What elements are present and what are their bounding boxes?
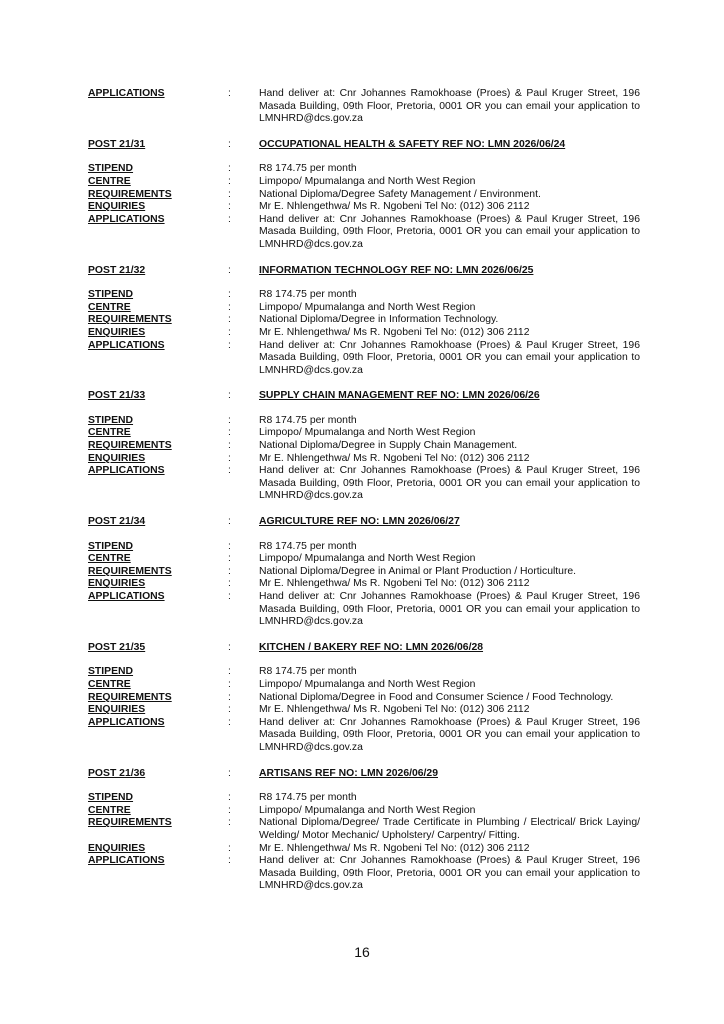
field-value: Mr E. Nhlengethwa/ Ms R. Ngobeni Tel No: (012) 306 2112: [259, 842, 530, 854]
post-number: POST 21/34: [88, 516, 146, 528]
field-label: REQUIREMENTS: [88, 565, 172, 577]
field-row-applications: APPLICATIONS : Hand deliver at: Cnr Johannes Ramokhoase (Proes) & Paul Kruger Street, 196 Masada Building, 09th Floor, Pretoria, 0001 OR you can email your application to LMNHRD@dcs.gov.za: [88, 716, 640, 753]
field-label: REQUIREMENTS: [88, 440, 172, 452]
field-label: APPLICATIONS: [88, 213, 165, 225]
field-label: ENQUIRIES: [88, 326, 146, 338]
field-row-enquiries: ENQUIRIES : Mr E. Nhlengethwa/ Ms R. Ngobeni Tel No: (012) 306 2112: [88, 704, 640, 717]
field-row-stipend: STIPEND : R8 174.75 per month: [88, 792, 640, 805]
field-value: Limpopo/ Mpumalanga and North West Region: [259, 427, 476, 439]
post-header: POST 21/33 : SUPPLY CHAIN MANAGEMENT REF NO: LMN 2026/06/26: [88, 390, 640, 403]
field-label: ENQUIRIES: [88, 578, 146, 590]
field-label: REQUIREMENTS: [88, 314, 172, 326]
field-label: STIPEND: [88, 414, 134, 426]
top-applications-row: APPLICATIONS : Hand deliver at: Cnr Johannes Ramokhoase (Proes) & Paul Kruger Street, 196 Masada Building, 09th Floor, Pretoria, 0001 OR you can email your application to LMNHRD@dcs.gov.za: [88, 88, 640, 125]
field-row-stipend: STIPEND : R8 174.75 per month: [88, 415, 640, 428]
field-value: Hand deliver at: Cnr Johannes Ramokhoase (Proes) & Paul Kruger Street, 196 Masada Building, 09th Floor, Pretoria, 0001 OR you can email your application to LMNHRD@dcs.gov.za: [259, 591, 640, 628]
post-header: POST 21/31 : OCCUPATIONAL HEALTH & SAFETY REF NO: LMN 2026/06/24: [88, 139, 640, 152]
field-row-enquiries: ENQUIRIES : Mr E. Nhlengethwa/ Ms R. Ngobeni Tel No: (012) 306 2112: [88, 578, 640, 591]
field-label: REQUIREMENTS: [88, 691, 172, 703]
field-row-stipend: STIPEND : R8 174.75 per month: [88, 666, 640, 679]
field-row-applications: APPLICATIONS : Hand deliver at: Cnr Johannes Ramokhoase (Proes) & Paul Kruger Street, 196 Masada Building, 09th Floor, Pretoria, 0001 OR you can email your application to LMNHRD@dcs.gov.za: [88, 465, 640, 502]
field-value: Limpopo/ Mpumalanga and North West Region: [259, 678, 476, 690]
field-label: STIPEND: [88, 666, 134, 678]
post-title: OCCUPATIONAL HEALTH & SAFETY REF NO: LMN 2026/06/24: [259, 138, 566, 150]
field-label: CENTRE: [88, 175, 131, 187]
field-label: APPLICATIONS: [88, 339, 165, 351]
posts-list: [88, 126, 640, 893]
field-value: Hand deliver at: Cnr Johannes Ramokhoase (Proes) & Paul Kruger Street, 196 Masada Building, 09th Floor, Pretoria, 0001 OR you can email your application to LMNHRD@dcs.gov.za: [259, 716, 640, 753]
field-label: STIPEND: [88, 289, 134, 301]
field-value: Limpopo/ Mpumalanga and North West Region: [259, 301, 476, 313]
post-block: [88, 503, 640, 629]
field-label: APPLICATIONS: [88, 88, 165, 99]
field-row-centre: CENTRE : Limpopo/ Mpumalanga and North West Region: [88, 427, 640, 440]
field-row-applications: APPLICATIONS : Hand deliver at: Cnr Johannes Ramokhoase (Proes) & Paul Kruger Street, 196 Masada Building, 09th Floor, Pretoria, 0001 OR you can email your application to LMNHRD@dcs.gov.za: [88, 339, 640, 376]
field-row-requirements: REQUIREMENTS : National Diploma/Degree in Supply Chain Management.: [88, 440, 640, 453]
field-row-stipend: STIPEND : R8 174.75 per month: [88, 289, 640, 302]
field-label: REQUIREMENTS: [88, 188, 172, 200]
post-header: POST 21/35 : KITCHEN / BAKERY REF NO: LMN 2026/06/28: [88, 642, 640, 655]
field-row-centre: CENTRE : Limpopo/ Mpumalanga and North West Region: [88, 302, 640, 315]
field-label: ENQUIRIES: [88, 452, 146, 464]
field-value: R8 174.75 per month: [259, 289, 357, 301]
post-title: INFORMATION TECHNOLOGY REF NO: LMN 2026/06/25: [259, 264, 534, 276]
field-row-centre: CENTRE : Limpopo/ Mpumalanga and North West Region: [88, 679, 640, 692]
field-value: Mr E. Nhlengethwa/ Ms R. Ngobeni Tel No: (012) 306 2112: [259, 578, 530, 590]
field-row-centre: CENTRE : Limpopo/ Mpumalanga and North West Region: [88, 553, 640, 566]
post-block: [88, 377, 640, 503]
field-row-requirements: REQUIREMENTS : National Diploma/Degree in Information Technology.: [88, 314, 640, 327]
field-row-stipend: STIPEND : R8 174.75 per month: [88, 541, 640, 554]
field-row-requirements: REQUIREMENTS : National Diploma/Degree in Food and Consumer Science / Food Technology.: [88, 692, 640, 705]
field-label: REQUIREMENTS: [88, 817, 172, 829]
post-number: POST 21/35: [88, 641, 146, 653]
field-row-enquiries: ENQUIRIES : Mr E. Nhlengethwa/ Ms R. Ngobeni Tel No: (012) 306 2112: [88, 453, 640, 466]
post-number: POST 21/31: [88, 138, 146, 150]
field-row-enquiries: ENQUIRIES : Mr E. Nhlengethwa/ Ms R. Ngobeni Tel No: (012) 306 2112: [88, 843, 640, 856]
field-row-enquiries: ENQUIRIES : Mr E. Nhlengethwa/ Ms R. Ngobeni Tel No: (012) 306 2112: [88, 327, 640, 340]
field-value: R8 174.75 per month: [259, 163, 357, 175]
post-title: AGRICULTURE REF NO: LMN 2026/06/27: [259, 516, 460, 528]
post-title: KITCHEN / BAKERY REF NO: LMN 2026/06/28: [259, 641, 484, 653]
field-label: CENTRE: [88, 678, 131, 690]
field-value: Limpopo/ Mpumalanga and North West Region: [259, 175, 476, 187]
post-block: [88, 629, 640, 755]
field-value: Mr E. Nhlengethwa/ Ms R. Ngobeni Tel No: (012) 306 2112: [259, 326, 530, 338]
field-value: Mr E. Nhlengethwa/ Ms R. Ngobeni Tel No: (012) 306 2112: [259, 201, 530, 213]
field-row-enquiries: ENQUIRIES : Mr E. Nhlengethwa/ Ms R. Ngobeni Tel No: (012) 306 2112: [88, 201, 640, 214]
field-value: Limpopo/ Mpumalanga and North West Region: [259, 553, 476, 565]
field-label: APPLICATIONS: [88, 465, 165, 477]
post-number: POST 21/32: [88, 264, 146, 276]
field-label: STIPEND: [88, 792, 134, 804]
field-value: National Diploma/Degree in Food and Consumer Science / Food Technology.: [259, 691, 614, 703]
post-header: POST 21/34 : AGRICULTURE REF NO: LMN 2026/06/27: [88, 516, 640, 529]
field-row-stipend: STIPEND : R8 174.75 per month: [88, 163, 640, 176]
field-label: CENTRE: [88, 804, 131, 816]
field-value: R8 174.75 per month: [259, 666, 357, 678]
field-label: APPLICATIONS: [88, 591, 165, 602]
document-page: [88, 88, 640, 893]
field-label: CENTRE: [88, 553, 131, 565]
field-value: R8 174.75 per month: [259, 414, 357, 426]
field-label: ENQUIRIES: [88, 201, 146, 213]
post-header: POST 21/36 : ARTISANS REF NO: LMN 2026/06/29: [88, 768, 640, 781]
field-row-centre: CENTRE : Limpopo/ Mpumalanga and North West Region: [88, 805, 640, 818]
post-header: POST 21/32 : INFORMATION TECHNOLOGY REF NO: LMN 2026/06/25: [88, 265, 640, 278]
post-number: POST 21/33: [88, 390, 146, 402]
field-value: National Diploma/Degree Safety Management / Environment.: [259, 188, 541, 200]
field-value: National Diploma/Degree/ Trade Certificate in Plumbing / Electrical/ Brick Laying/ Welding/ Motor Mechanic/ Upholstery/ Carpentry/ Fitting.: [259, 817, 640, 841]
field-value: Hand deliver at: Cnr Johannes Ramokhoase (Proes) & Paul Kruger Street, 196 Masada Building, 09th Floor, Pretoria, 0001 OR you can email your application to LMNHRD@dcs.gov.za: [259, 465, 640, 502]
post-title: SUPPLY CHAIN MANAGEMENT REF NO: LMN 2026/06/26: [259, 390, 540, 402]
field-value: Hand deliver at: Cnr Johannes Ramokhoase (Proes) & Paul Kruger Street, 196 Masada Building, 09th Floor, Pretoria, 0001 OR you can email your application to LMNHRD@dcs.gov.za: [259, 855, 640, 892]
page-number: 16: [354, 944, 370, 960]
field-value: Mr E. Nhlengethwa/ Ms R. Ngobeni Tel No: (012) 306 2112: [259, 452, 530, 464]
post-block: [88, 126, 640, 252]
field-value: National Diploma/Degree in Information Technology.: [259, 314, 499, 326]
post-number: POST 21/36: [88, 767, 146, 779]
post-block: [88, 252, 640, 378]
field-value: Hand deliver at: Cnr Johannes Ramokhoase (Proes) & Paul Kruger Street, 196 Masada Building, 09th Floor, Pretoria, 0001 OR you can email your application to LMNHRD@dcs.gov.za: [259, 213, 640, 250]
post-title: ARTISANS REF NO: LMN 2026/06/29: [259, 767, 438, 779]
field-value: National Diploma/Degree in Supply Chain Management.: [259, 440, 518, 452]
field-row-requirements: REQUIREMENTS : National Diploma/Degree in Animal or Plant Production / Horticulture.: [88, 566, 640, 579]
field-row-applications: APPLICATIONS : Hand deliver at: Cnr Johannes Ramokhoase (Proes) & Paul Kruger Street, 196 Masada Building, 09th Floor, Pretoria, 0001 OR you can email your application to LMNHRD@dcs.gov.za: [88, 591, 640, 628]
field-value: Hand deliver at: Cnr Johannes Ramokhoase (Proes) & Paul Kruger Street, 196 Masada Building, 09th Floor, Pretoria, 0001 OR you can email your application to LMNHRD@dcs.gov.za: [259, 88, 640, 125]
field-label: STIPEND: [88, 163, 134, 175]
field-label: ENQUIRIES: [88, 704, 146, 716]
field-label: APPLICATIONS: [88, 716, 165, 728]
field-value: Limpopo/ Mpumalanga and North West Region: [259, 804, 476, 816]
field-row-applications: APPLICATIONS : Hand deliver at: Cnr Johannes Ramokhoase (Proes) & Paul Kruger Street, 196 Masada Building, 09th Floor, Pretoria, 0001 OR you can email your application to LMNHRD@dcs.gov.za: [88, 855, 640, 892]
field-value: Mr E. Nhlengethwa/ Ms R. Ngobeni Tel No: (012) 306 2112: [259, 704, 530, 716]
field-value: Hand deliver at: Cnr Johannes Ramokhoase (Proes) & Paul Kruger Street, 196 Masada Building, 09th Floor, Pretoria, 0001 OR you can email your application to LMNHRD@dcs.gov.za: [259, 339, 640, 376]
field-row-centre: CENTRE : Limpopo/ Mpumalanga and North West Region: [88, 176, 640, 189]
field-value: R8 174.75 per month: [259, 540, 357, 552]
field-row-requirements: REQUIREMENTS : National Diploma/Degree/ Trade Certificate in Plumbing / Electrical/ Brick Laying/ Welding/ Motor Mechanic/ Upholstery/ Carpentry/ Fitting.: [88, 817, 640, 841]
field-label: STIPEND: [88, 540, 134, 552]
post-block: [88, 755, 640, 893]
field-row-requirements: REQUIREMENTS : National Diploma/Degree Safety Management / Environment.: [88, 189, 640, 202]
field-value: National Diploma/Degree in Animal or Plant Production / Horticulture.: [259, 565, 577, 577]
field-value: R8 174.75 per month: [259, 792, 357, 804]
field-label: APPLICATIONS: [88, 855, 165, 867]
field-label: CENTRE: [88, 301, 131, 313]
field-label: CENTRE: [88, 427, 131, 439]
field-label: ENQUIRIES: [88, 842, 146, 854]
field-row-applications: APPLICATIONS : Hand deliver at: Cnr Johannes Ramokhoase (Proes) & Paul Kruger Street, 196 Masada Building, 09th Floor, Pretoria, 0001 OR you can email your application to LMNHRD@dcs.gov.za: [88, 213, 640, 250]
